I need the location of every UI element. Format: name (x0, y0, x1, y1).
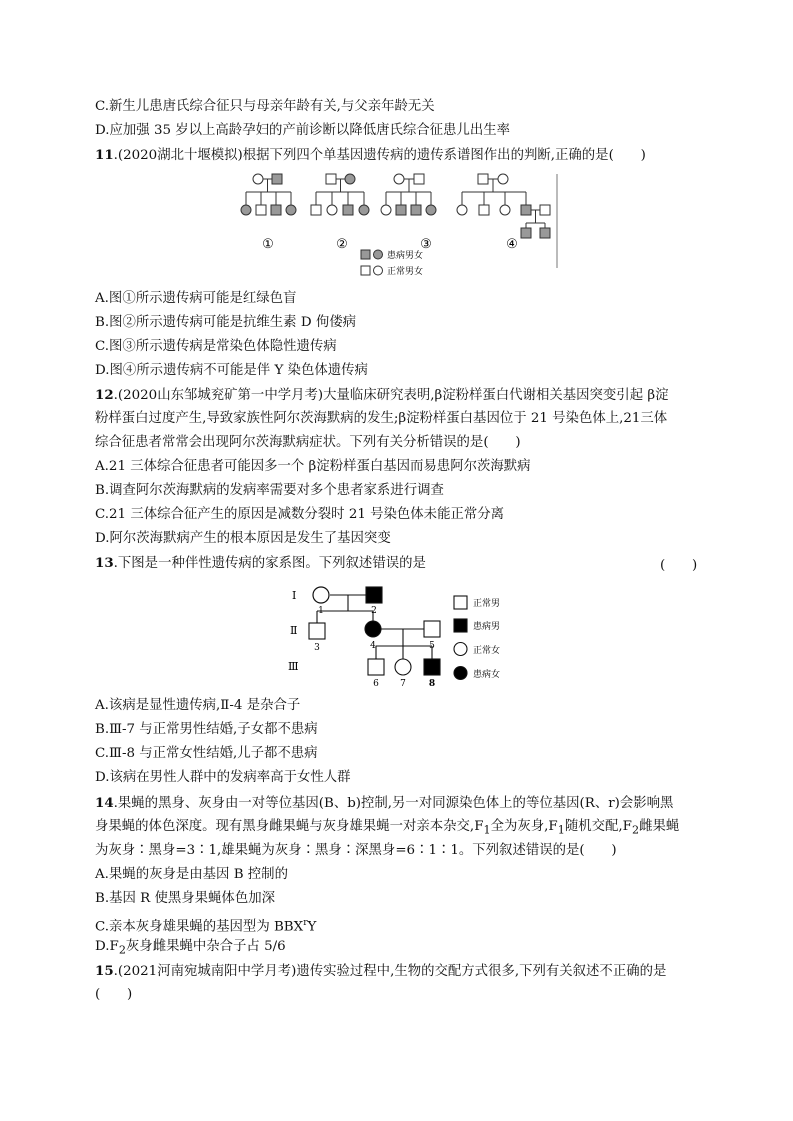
q14-stem2-part-c: 随机交配,F (564, 819, 632, 834)
q12-stem-line3: 综合征患者常常会出现阿尔茨海默病症状。下列有关分析错误的是( ) (95, 435, 521, 450)
q13-option-b: B.Ⅲ-7 与正常男性结婚,子女都不患病 (95, 722, 318, 737)
gen-1-label: Ⅰ (292, 589, 297, 602)
q12-option-d: D.阿尔茨海默病产生的根本原因是发生了基因突变 (95, 531, 391, 546)
q14-stem-line3: 为灰身∶黑身=3∶1,雄果蝇为灰身∶黑身∶深黑身=6∶1∶1。下列叙述错误的是( ) (95, 843, 617, 858)
q14-d-prefix: D.F (95, 939, 119, 954)
q11-option-c: C.图③所示遗传病是常染色体隐性遗传病 (95, 339, 337, 354)
q14-c-suffix: Y (307, 919, 317, 935)
q13-stem-text: .下图是一种伴性遗传病的家系图。下列叙述错误的是 (113, 556, 426, 571)
q11-option-d: D.图④所示遗传病不可能是伴 Y 染色体遗传病 (95, 363, 368, 378)
q13-option-a: A.该病是显性遗传病,Ⅱ-4 是杂合子 (95, 698, 301, 713)
q14-option-b: B.基因 R 使黑身果蝇体色加深 (95, 891, 275, 906)
q12-number: 12 (95, 387, 114, 403)
q12-stem-line1 (95, 386, 668, 405)
q11-stem (95, 146, 646, 165)
q14-d-subscript: 2 (118, 943, 126, 957)
q14-option-d (95, 938, 286, 960)
member-3: 3 (314, 643, 320, 653)
pedigree-label-1: ① (262, 237, 274, 252)
q11-stem-text: .(2020湖北十堰模拟)根据下列四个单基因遗传病的遗传系谱图作出的判断,正确的是( ) (113, 148, 646, 163)
q11-number: 11 (95, 147, 114, 163)
legend-affected: 患病男女 (387, 251, 424, 261)
member-6: 6 (373, 679, 379, 686)
q14-option-c (95, 914, 316, 936)
q11-option-b: B.图②所示遗传病可能是抗维生素 D 佝偻病 (95, 315, 356, 330)
member-4: 4 (370, 641, 376, 651)
q13-number: 13 (95, 555, 114, 571)
gen-2-label: Ⅱ (290, 624, 298, 637)
pedigree-label-3: ③ (420, 237, 432, 252)
legend-normal-male: 正常男 (473, 599, 501, 609)
q11-option-a: A.图①所示遗传病可能是红绿色盲 (95, 291, 297, 306)
q13-stem (95, 554, 426, 573)
q15-stem-line2: ( ) (95, 987, 133, 1002)
member-8: 8 (428, 679, 436, 686)
f1-subscript: 1 (483, 823, 491, 837)
member-2: 2 (371, 606, 377, 616)
q11-pedigree-figure (230, 168, 565, 284)
q14-d-text: 灰身雌果蝇中杂合子占 5/6 (125, 939, 286, 954)
q12-option-c: C.21 三体综合征产生的原因是减数分裂时 21 号染色体未能正常分离 (95, 507, 505, 522)
q14-stem2-part-d: 雌果蝇 (639, 819, 680, 834)
q13-option-c: C.Ⅲ-8 与正常女性结婚,儿子都不患病 (95, 746, 318, 761)
q14-stem2-part-a: 身果蝇的体色深度。现有黑身雌果蝇与灰身雄果蝇一对亲本杂交,F (95, 819, 484, 834)
q13-pedigree-figure (280, 578, 520, 686)
q12-option-b: B.调查阿尔茨海默病的发病率需要对多个患者家系进行调查 (95, 483, 444, 498)
legend-normal: 正常男女 (387, 267, 424, 277)
q13-answer-paren: ( ) (660, 558, 698, 573)
legend-affected-male: 患病男 (473, 622, 501, 632)
q13-option-d: D.该病在男性人群中的发病率高于女性人群 (95, 770, 351, 785)
legend-normal-female: 正常女 (473, 646, 501, 656)
q10-option-d: D.应加强 35 岁以上高龄孕妇的产前诊断以降低唐氏综合征患儿出生率 (95, 123, 511, 138)
q12-option-a: A.21 三体综合征患者可能因多一个 β淀粉样蛋白基因而易患阿尔茨海默病 (95, 459, 531, 474)
q14-stem2-part-b: 全为灰身,F (490, 819, 558, 834)
member-5: 5 (429, 641, 435, 651)
q14-option-a: A.果蝇的灰身是由基因 B 控制的 (95, 867, 288, 882)
q15-stem-line1 (95, 962, 666, 981)
member-7: 7 (400, 679, 406, 686)
q14-stem-text: .果蝇的黑身、灰身由一对等位基因(B、b)控制,另一对同源染色体上的等位基因(R、r)会影响黑 (113, 796, 674, 811)
legend-affected-female: 患病女 (473, 670, 501, 680)
q15-stem-text: .(2021河南宛城南阳中学月考)遗传实验过程中,生物的交配方式很多,下列有关叙述不正确的是 (113, 964, 667, 979)
gen-3-label: Ⅲ (288, 660, 299, 673)
pedigree-label-4: ④ (506, 237, 518, 252)
q12-stem-text: .(2020山东邹城兖矿第一中学月考)大量临床研究表明,β淀粉样蛋白代谢相关基因突变引起 β淀 (113, 388, 669, 403)
f2-subscript: 2 (631, 823, 640, 837)
q14-stem-line2 (95, 818, 679, 840)
q12-stem-line2: 粉样蛋白过度产生,导致家族性阿尔茨海默病的发生;β淀粉样蛋白基因位于 21 号染色体上,21三体 (95, 411, 668, 426)
f1-subscript-2: 1 (557, 823, 565, 837)
q14-number: 14 (95, 795, 114, 811)
q10-option-c: C.新生儿患唐氏综合征只与母亲年龄有关,与父亲年龄无关 (95, 99, 435, 114)
member-1: 1 (318, 606, 324, 616)
q14-c-superscript: r (303, 918, 308, 928)
q14-stem-line1 (95, 794, 673, 813)
q14-c-text: C.亲本灰身雄果蝇的基因型为 BBX (95, 919, 304, 935)
pedigree-label-2: ② (336, 237, 348, 252)
q15-number: 15 (95, 963, 114, 979)
